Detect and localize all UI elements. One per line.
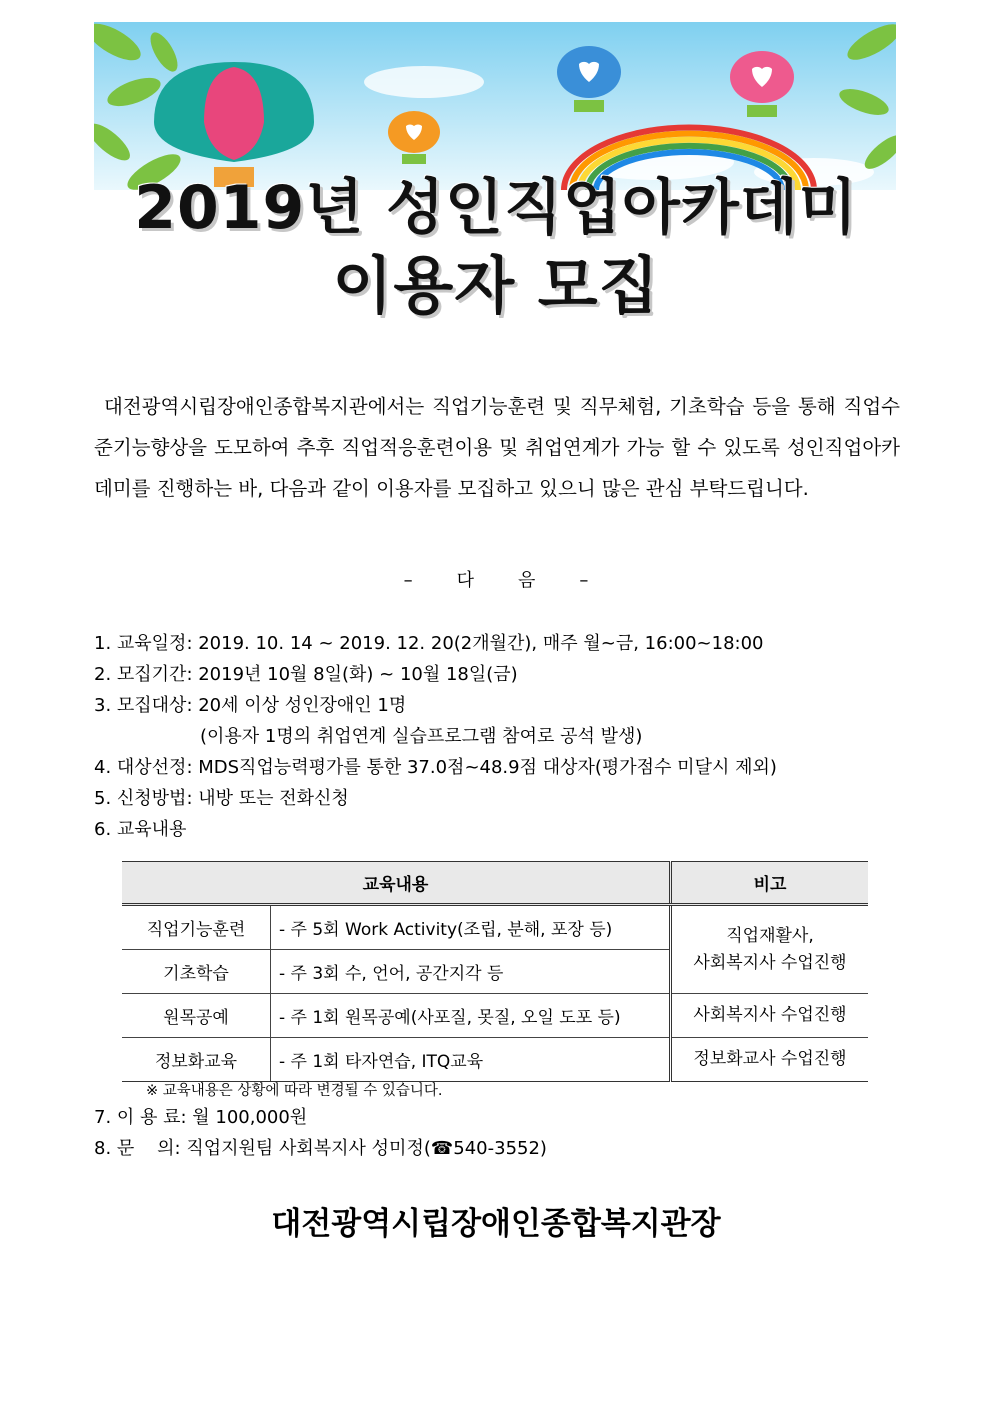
details-list — [94, 628, 914, 845]
intro-paragraph — [94, 386, 900, 509]
note-line-1: 직업재활사, — [726, 925, 814, 946]
table-row — [122, 994, 868, 1038]
heading-char-1: 다 — [456, 570, 474, 591]
row-category: 정보화교육 — [122, 1038, 271, 1082]
row-note-merged — [671, 905, 869, 994]
table-row — [122, 905, 868, 950]
list-item-fee: 7. 이 용 료: 월 100,000원 — [94, 1107, 308, 1128]
table-remark: ※ 교육내용은 상황에 따라 변경될 수 있습니다. — [146, 1083, 443, 1099]
row-category: 직업기능훈련 — [122, 905, 271, 950]
row-note: 정보화교사 수업진행 — [671, 1038, 869, 1082]
dash-right: – — [579, 570, 589, 591]
intro-text: 대전광역시립장애인종합복지관에서는 직업기능훈련 및 직무체험, 기초학습 등을 통해 직업수준기능향상을 도모하여 추후 직업적응훈련이용 및 취업연계가 가능 할 수 있도록 성인직업아카데미를 진행하는 바, 다음과 같이 이용자를 모집하고 있으니 많은 관심 부탁드립니다. — [94, 395, 900, 500]
section-heading-next — [0, 566, 992, 592]
page-title-line1: 2019년 성인직업아카데미 — [134, 173, 858, 243]
note-line-2: 사회복지사 수업진행 — [693, 952, 847, 973]
list-item-target: 3. 모집대상: 20세 이상 성인장애인 1명 — [94, 695, 407, 716]
list-item-selection: 4. 대상선정: MDS직업능력평가를 통한 37.0점~48.9점 대상자(평가점수 미달시 제외) — [94, 757, 777, 778]
row-note: 사회복지사 수업진행 — [671, 994, 869, 1038]
heading-char-2: 음 — [518, 570, 536, 591]
page-title-line2: 이용자 모집 — [332, 249, 660, 322]
row-description: - 주 5회 Work Activity(조립, 분해, 포장 등) — [271, 905, 671, 950]
education-content-table — [122, 861, 868, 1082]
list-item-target-note: (이용자 1명의 취업연계 실습프로그램 참여로 공석 발생) — [200, 726, 643, 747]
header-content: 교육내용 — [122, 862, 671, 905]
list-item-content: 6. 교육내용 — [94, 819, 187, 840]
dash-left: – — [403, 570, 413, 591]
list-item-contact: 8. 문 의: 직업지원팀 사회복지사 성미정(☎540-3552) — [94, 1138, 547, 1159]
row-description: - 주 1회 타자연습, ITQ교육 — [271, 1038, 671, 1082]
row-description: - 주 3회 수, 언어, 공간지각 등 — [271, 950, 671, 994]
row-category: 원목공예 — [122, 994, 271, 1038]
table-row — [122, 1038, 868, 1082]
list-item-schedule: 1. 교육일정: 2019. 10. 14 ~ 2019. 12. 20(2개월간), 매주 월~금, 16:00~18:00 — [94, 633, 764, 654]
table-header-row — [122, 862, 868, 905]
organization-signature: 대전광역시립장애인종합복지관장 — [271, 1206, 721, 1242]
header-note: 비고 — [671, 862, 869, 905]
details-list-2 — [94, 1102, 547, 1164]
list-item-period: 2. 모집기간: 2019년 10월 8일(화) ~ 10월 18일(금) — [94, 664, 518, 685]
row-category: 기초학습 — [122, 950, 271, 994]
row-description: - 주 1회 원목공예(사포질, 못질, 오일 도포 등) — [271, 994, 671, 1038]
list-item-application: 5. 신청방법: 내방 또는 전화신청 — [94, 788, 349, 809]
